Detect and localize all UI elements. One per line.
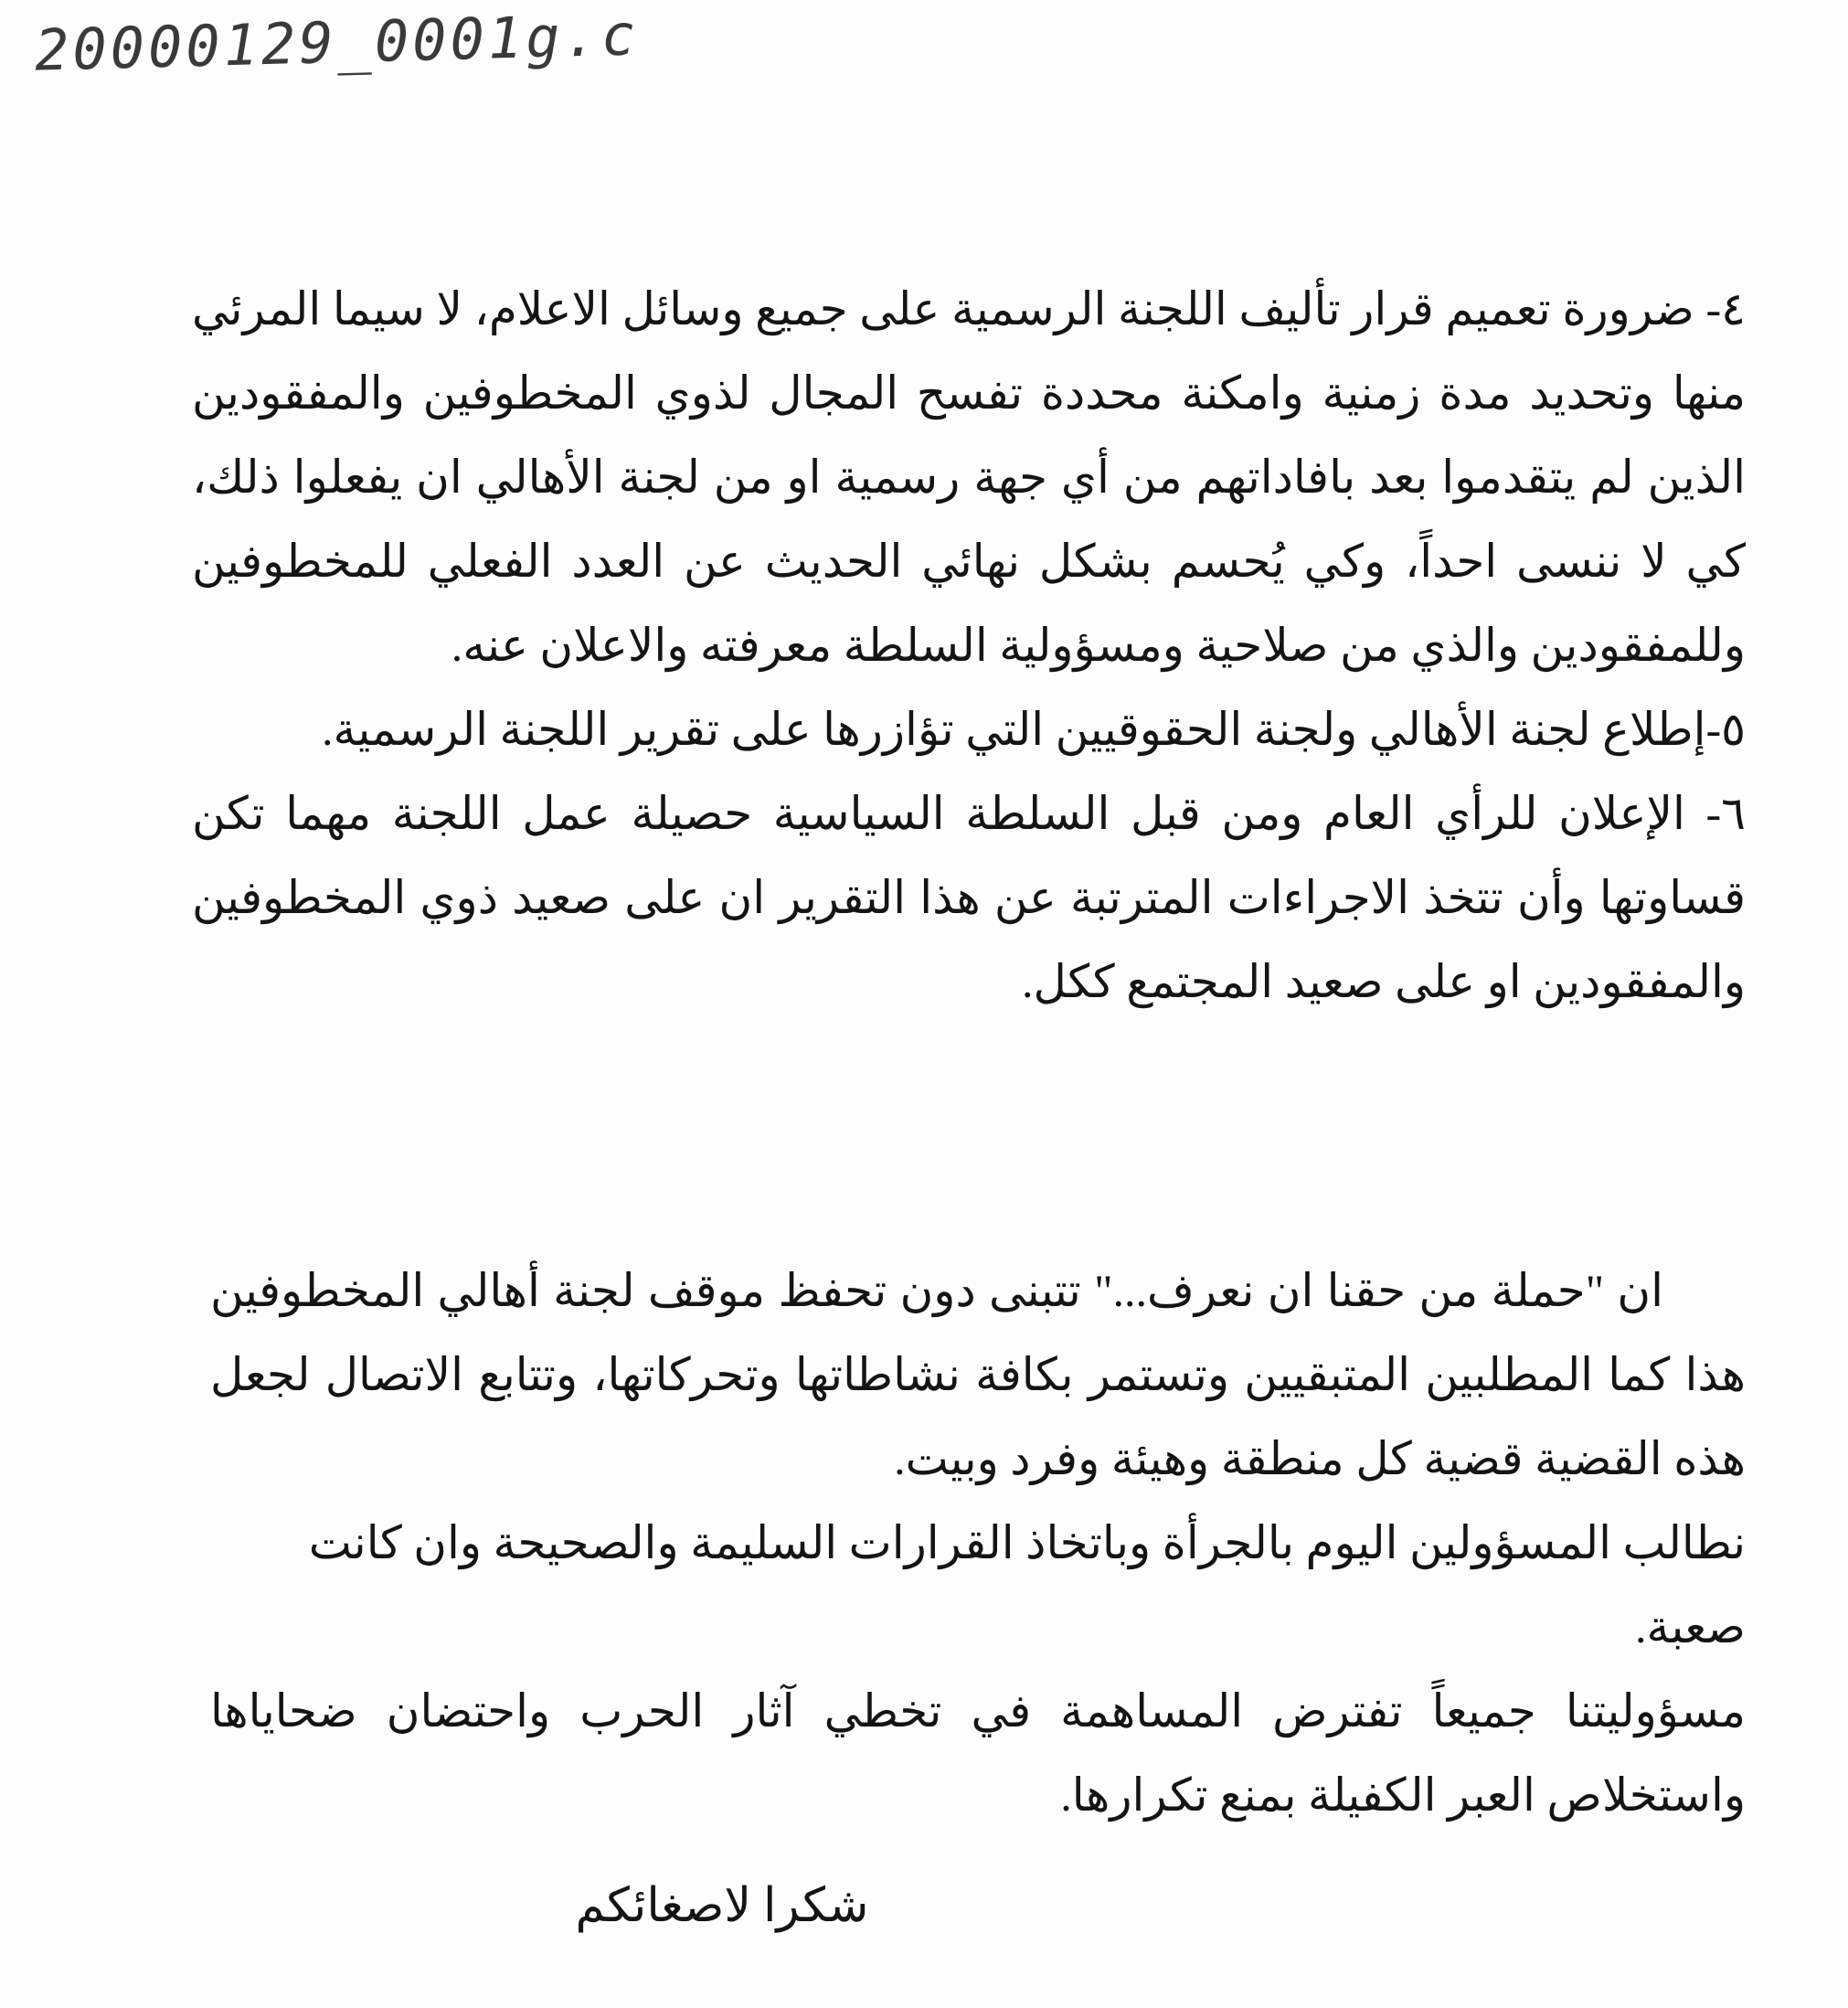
campaign-position-paragraph: ان "حملة من حقنا ان نعرف..." تتبنى دون تحفظ موقف لجنة أهالي المخطوفين هذا كما المطلبين المتبقيين وتستمر بكافة نشاطاتها وتحركاتها، وتتابع الاتصال لجعل هذه القضية قضية كل منطقة وهيئة وفرد وبيت. xyxy=(210,1265,1746,1484)
shared-responsibility-paragraph: مسؤوليتنا جميعاً تفترض المساهمة في تخطي آثار الحرب واحتضان ضحاياها واستخلاص العبر الكفيلة بمنع تكرارها. xyxy=(210,1685,1746,1821)
officials-appeal-paragraph: نطالب المسؤولين اليوم بالجرأة وباتخاذ القرارات السليمة والصحيحة وان كانت صعبة. xyxy=(308,1517,1746,1652)
thanks-signoff: شكرا لاصغائكم xyxy=(575,1880,869,1932)
demand-item-5: ٥-إطلاع لجنة الأهالي ولجنة الحقوقيين التي تؤازرها على تقرير اللجنة الرسمية. xyxy=(322,704,1746,755)
demands-list xyxy=(192,267,1746,1024)
demand-item-4: ٤- ضرورة تعميم قرار تأليف اللجنة الرسمية على جميع وسائل الاعلام، لا سيما المرئي منها وتحديد مدة زمنية وامكنة محددة تفسح المجال لذوي المخطوفين والمفقودين الذين لم يتقدموا بعد بافاداتهم من أي جهة رسمية او من لجنة الأهالي ان يفعلوا ذلك، كي لا ننسى احداً، وكي يُحسم بشكل نهائي الحديث عن العدد الفعلي للمخطوفين وللمفقودين والذي من صلاحية ومسؤولية السلطة معرفته والاعلان عنه. xyxy=(192,283,1746,671)
handwritten-reference-code: 20000129_0001g.c xyxy=(34,1,641,84)
closing-statement xyxy=(210,1248,1746,1837)
demand-item-6: ٦- الإعلان للرأي العام ومن قبل السلطة السياسية حصيلة عمل اللجنة مهما تكن قساوتها وأن تتخذ الاجراءات المترتبة عن هذا التقرير ان على صعيد ذوي المخطوفين والمفقودين او على صعيد المجتمع ككل. xyxy=(192,788,1746,1007)
